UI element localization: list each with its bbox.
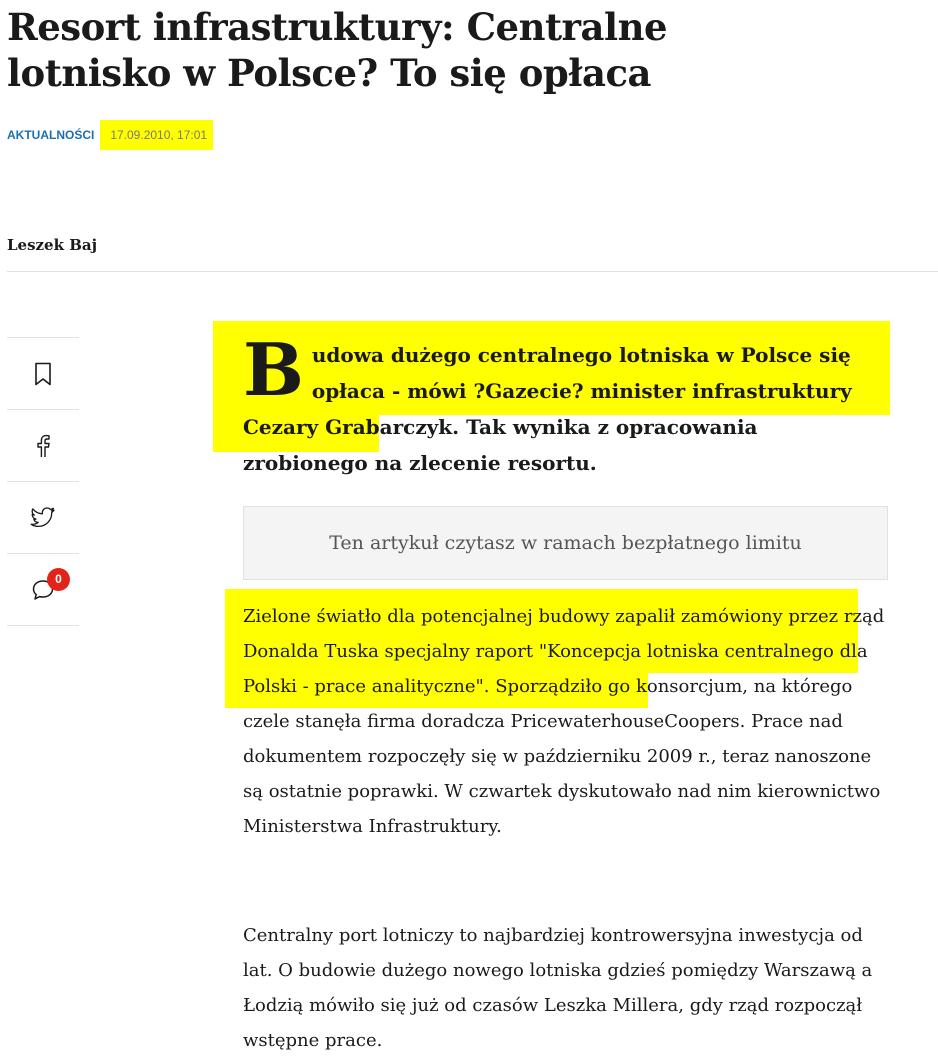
bookmark-icon	[34, 362, 52, 386]
share-bar	[7, 337, 79, 626]
comments-button[interactable]	[7, 553, 79, 626]
twitter-share-button[interactable]	[7, 481, 79, 553]
twitter-icon	[30, 507, 56, 529]
paywall-limit-notice: Ten artykuł czytasz w ramach bezpłatnego limitu	[243, 506, 888, 580]
header-divider	[7, 271, 938, 272]
bookmark-button[interactable]	[7, 337, 79, 409]
article-paragraph: Centralny port lotniczy to najbardziej kontrowersyjna inwestycja od lat. O budowie dużego nowego lotniska gdzieś pomiędzy Warszawą a Łodzią mówiło się już od czasów Leszka Millera, gdy rząd rozpoczął wstępne prace.	[243, 925, 873, 1051]
facebook-icon	[36, 434, 50, 458]
article-lead	[243, 327, 888, 481]
article-meta	[7, 120, 213, 150]
drop-cap: B	[243, 327, 304, 412]
category-link[interactable]: AKTUALNOŚCI	[7, 128, 95, 142]
lead-text: udowa dużego centralnego lotniska w Polsce się opłaca - mówi ?Gazecie? minister infrastruktury Cezary Grabarczyk. Tak wynika z opracowania zrobionego na zlecenie resortu.	[243, 343, 852, 475]
article-title: Resort infrastruktury: Centralne lotnisko w Polsce? To się opłaca	[7, 5, 668, 95]
facebook-share-button[interactable]	[7, 409, 79, 481]
article-paragraph: Zielone światło dla potencjalnej budowy zapalił zamówiony przez rząd Donalda Tuska specjalny raport "Koncepcja lotniska centralnego dla Polski - prace analityczne". Sporządziło go konsorcjum, na którego czele stanęła firma doradcza PricewaterhouseCoopers. Prace nad dokumentem rozpoczęły się w październiku 2009 r., teraz nanoszone są ostatnie poprawki. W czwartek dyskutowało nad nim kierownictwo Ministerstwa Infrastruktury.	[243, 606, 885, 837]
author-link[interactable]: Leszek Baj	[7, 236, 98, 254]
publish-date: 17.09.2010, 17:01	[100, 120, 213, 150]
comment-count-badge: 0	[47, 568, 70, 591]
